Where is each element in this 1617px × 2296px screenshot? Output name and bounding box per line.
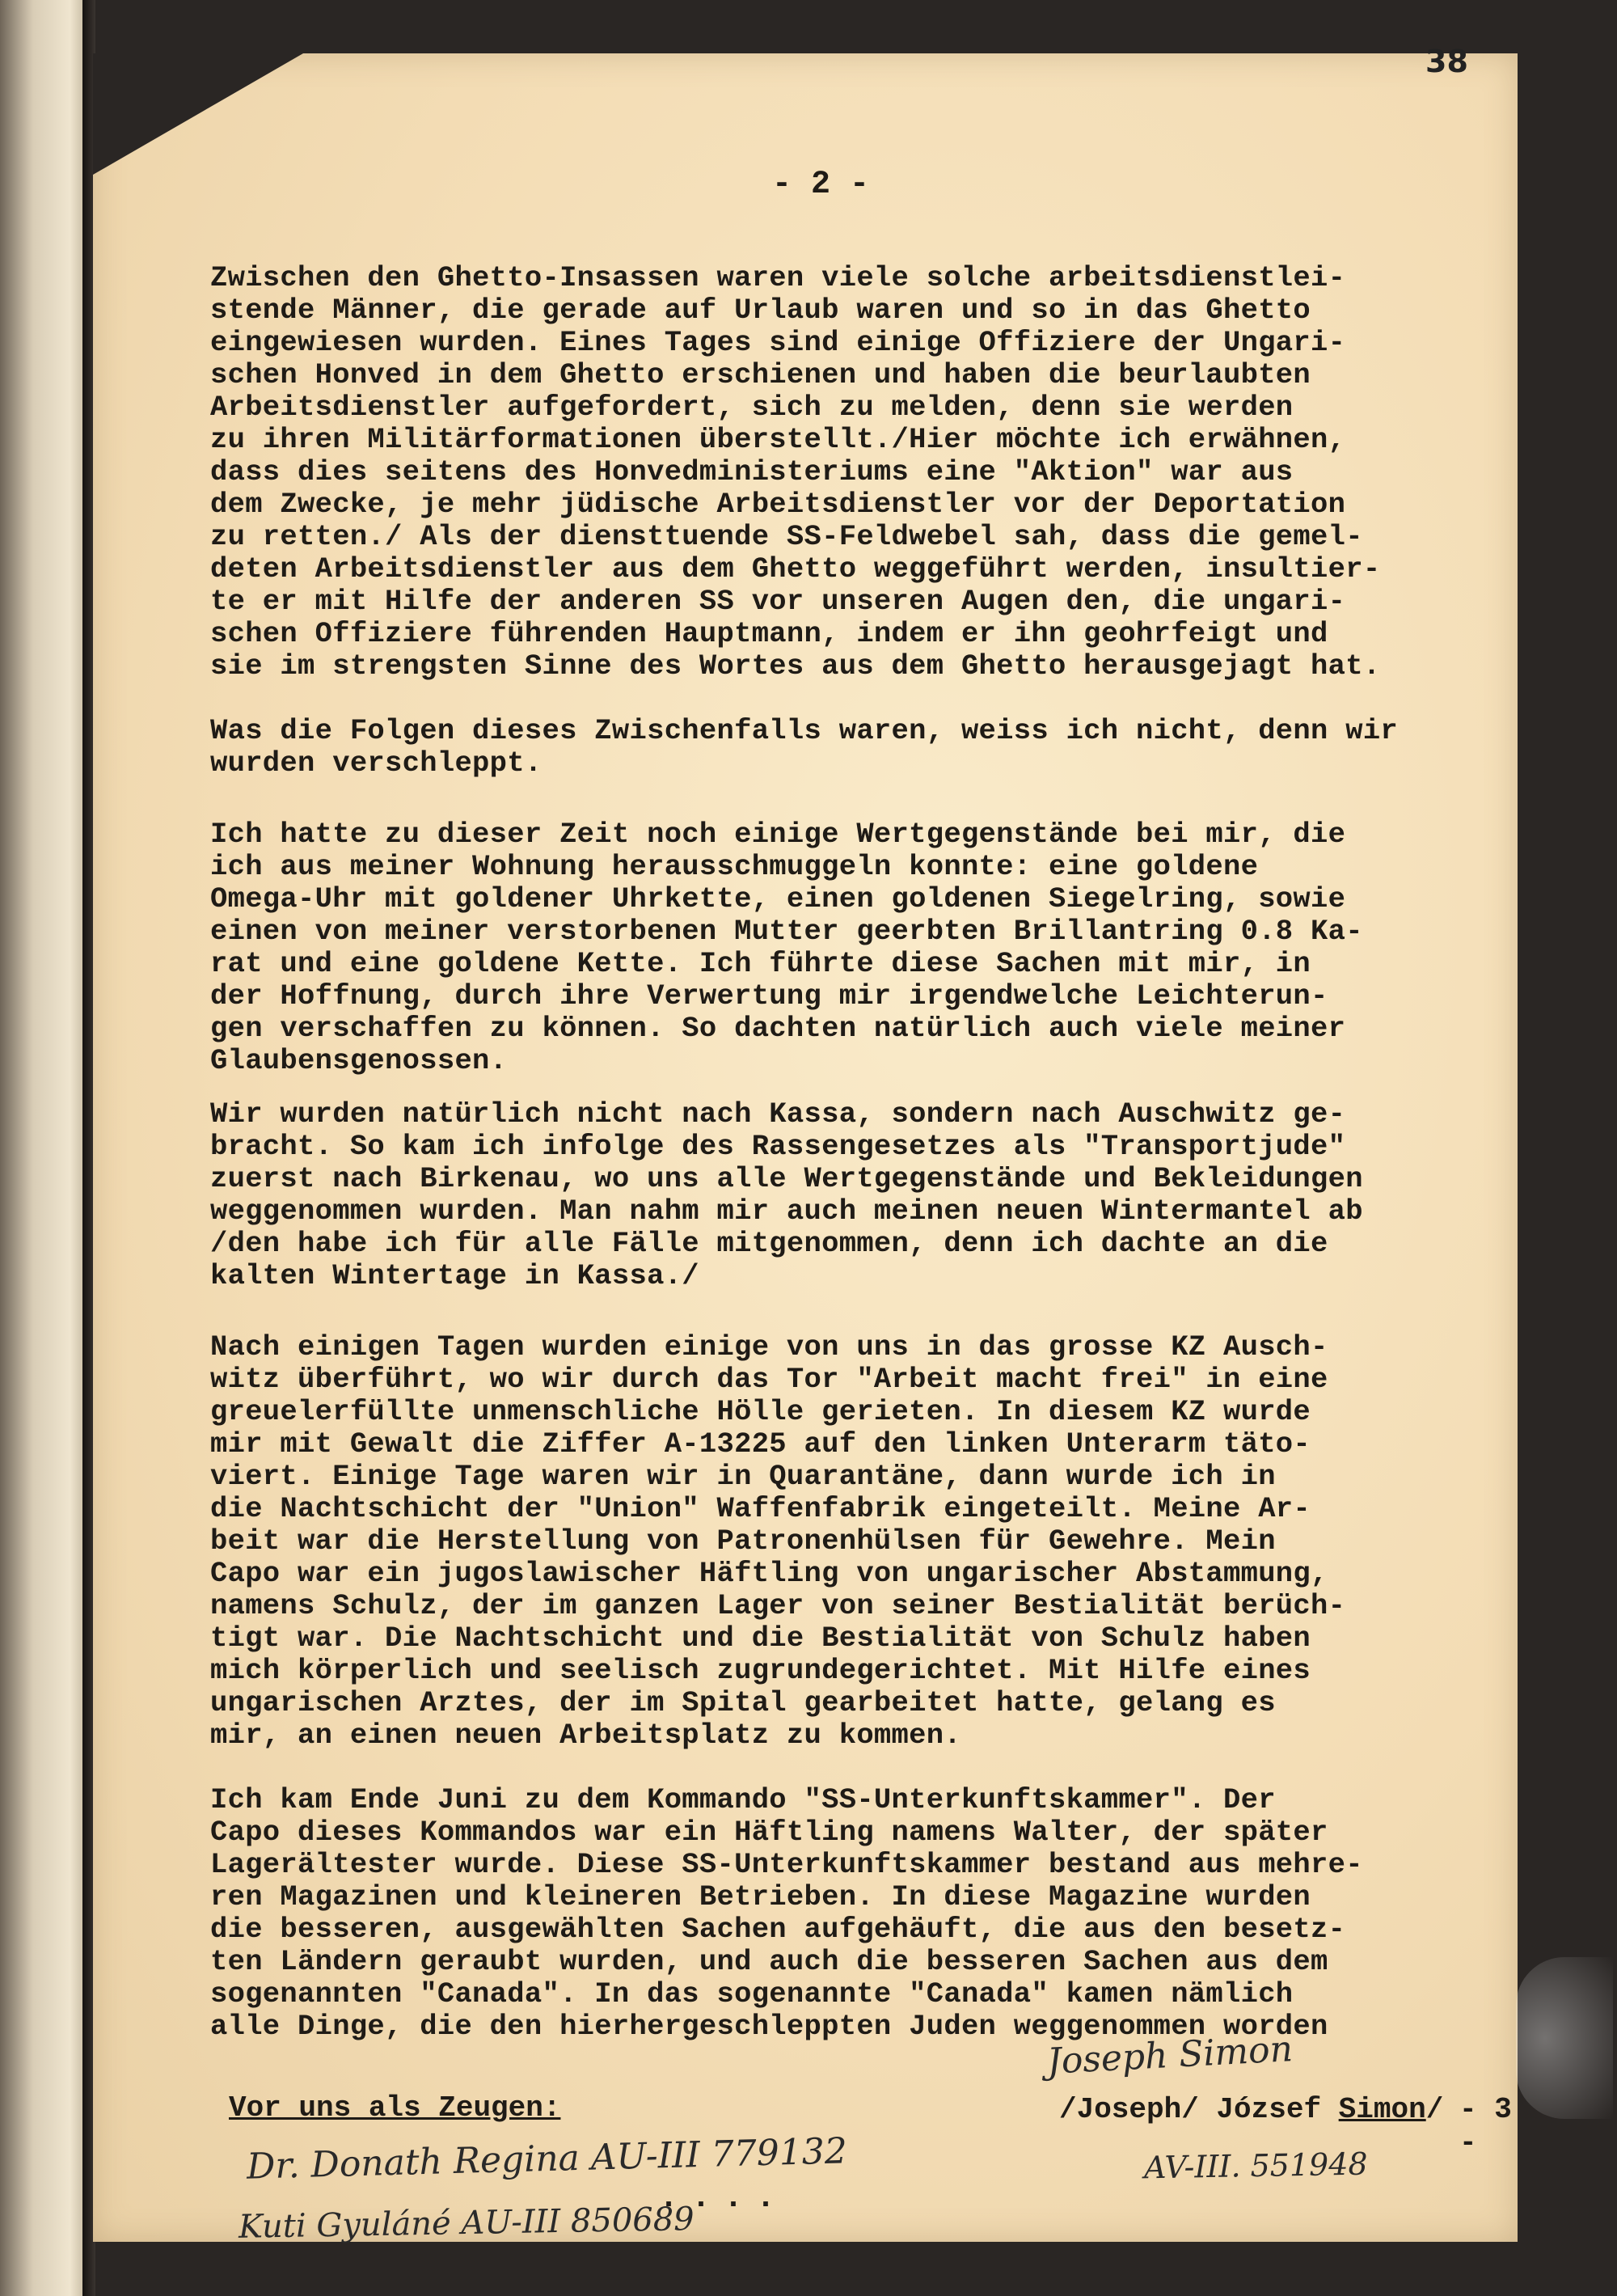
next-page-marker: - 3 - bbox=[1459, 2093, 1512, 2159]
witness-signature-2: Kuti Gyuláné AU-III 850689 bbox=[238, 2201, 695, 2246]
signer-surname: Simon bbox=[1338, 2093, 1426, 2126]
signer-typed-name bbox=[1059, 2093, 1443, 2126]
signer-name-suffix: / bbox=[1425, 2093, 1444, 2126]
page-number: - 2 - bbox=[772, 167, 870, 203]
signer-name-prefix: /Joseph/ József bbox=[1059, 2093, 1339, 2126]
paragraph-auschwitz-arrival: Wir wurden natürlich nicht nach Kassa, sondern nach Auschwitz ge- bracht. So kam ich infolge des Rassengesetzes als "Transportjude" zuerst nach Birkenau, wo uns alle Wertgegenstände und Bekleidungen weggenommen wurden. Man nahm mir auch meinen neuen Wintermantel ab /den habe ich für alle Fälle mitgenommen, denn ich dachte an die kalten Wintertage in Kassa./ bbox=[210, 1097, 1363, 1292]
paragraph-valuables: Ich hatte zu dieser Zeit noch einige Wertgegenstände bei mir, die ich aus meiner Wohnung herausschmuggeln konnte: eine goldene Omega-Uhr mit goldener Uhrkette, einen goldenen Siegelring, sowie einen von meiner verstorbenen Mutter geerbten Brillantring 0.8 Ka- rat und eine goldene Kette. Ich führte diese Sachen mit mir, in der Hoffnung, durch ihre Verwertung mir irgendwelche Leichterun- gen verschaffen zu können. So dachten natürlich auch viele meiner Glaubensgenossen. bbox=[210, 818, 1363, 1077]
paragraph-ghetto: Zwischen den Ghetto-Insassen waren viele solche arbeitsdienstlei- stende Männer, die gerade auf Urlaub waren und so in das Ghetto eingewiesen wurden. Eines Tages sind einige Offiziere der Ungari- schen Honved in dem Ghetto erschienen und haben die beurlaubten Arbeitsdienstler aufgefordert, sich zu melden, denn sie werden zu ihren Militärformationen überstellt./Hier möchte ich erwähnen, dass dies seitens des Honvedministeriums eine "Aktion" war aus dem Zwecke, je mehr jüdische Arbeitsdienstler vor der Deportation zu retten./ Als der diensttuende SS-Feldwebel sah, dass die gemel- deten Arbeitsdienstler aus dem Ghetto weggeführt werden, insultier- te er mit Hilfe der anderen SS vor unseren Augen den, die ungari- schen Offiziere führenden Hauptmann, indem er ihn geohrfeigt und sie im strengsten Sinne des Wortes aus dem Ghetto herausgejagt hat. bbox=[210, 261, 1381, 683]
paragraph-consequences: Was die Folgen dieses Zwischenfalls waren, weiss ich nicht, denn wir wurden verschleppt. bbox=[210, 714, 1399, 780]
archive-page-number: 38 bbox=[1425, 44, 1468, 79]
facing-page-edge bbox=[0, 0, 84, 2296]
paragraph-unterkunftskammer: Ich kam Ende Juni zu dem Kommando "SS-Unterkunftskammer". Der Capo dieses Kommandos war ein Häftling namens Walter, der später Lagerältester wurde. Diese SS-Unterkunftskammer bestand aus mehre- ren Magazinen und kleineren Betrieben. In diese Magazine wurden die besseren, ausgewählten Sachen aufgehäuft, die aus den besetz- ten Ländern geraubt wurden, und auch die besseren Sachen aus dem sogenannten "Canada". In das sogenannte "Canada" kamen nämlich alle Dinge, die den hierhergeschleppten Juden weggenommen worden bbox=[210, 1783, 1363, 2043]
author-signature: Joseph Simon bbox=[1045, 2028, 1294, 2082]
witness-label: Vor uns als Zeugen: bbox=[229, 2091, 561, 2125]
photo-glare bbox=[1516, 1957, 1613, 2119]
witness-signature-1: Dr. Donath Regina AU-III 779132 bbox=[246, 2130, 848, 2188]
paragraph-kz-auschwitz: Nach einigen Tagen wurden einige von uns in das grosse KZ Ausch- witz überführt, wo wir durch das Tor "Arbeit macht frei" in eine greuelerfüllte unmenschliche Hölle gerieten. In diesem KZ wurde mir mit Gewalt die Ziffer A-13225 auf den linken Unterarm täto- viert. Einige Tage waren wir in Quarantäne, dann wurde ich in die Nachtschicht der "Union" Waffenfabrik eingeteilt. Meine Ar- beit war die Herstellung von Patronenhülsen für Gewehre. Mein Capo war ein jugoslawischer Häftling von ungarischer Abstammung, namens Schulz, der im ganzen Lager von seiner Bestialität berüch- tigt war. Die Nachtschicht und die Bestialität von Schulz haben mich körperlich und seelisch zugrundegerichtet. Mit Hilfe eines ungarischen Arztes, der im Spital gearbeitet hatte, gelang es mir, an einen neuen Arbeitsplatz zu kommen. bbox=[210, 1330, 1346, 1752]
signature-block bbox=[93, 53, 1518, 2246]
document-page bbox=[93, 44, 1518, 2246]
signer-id-handwritten: AV-III. 551948 bbox=[1143, 2146, 1368, 2186]
signature-dots: .... bbox=[659, 2180, 789, 2217]
